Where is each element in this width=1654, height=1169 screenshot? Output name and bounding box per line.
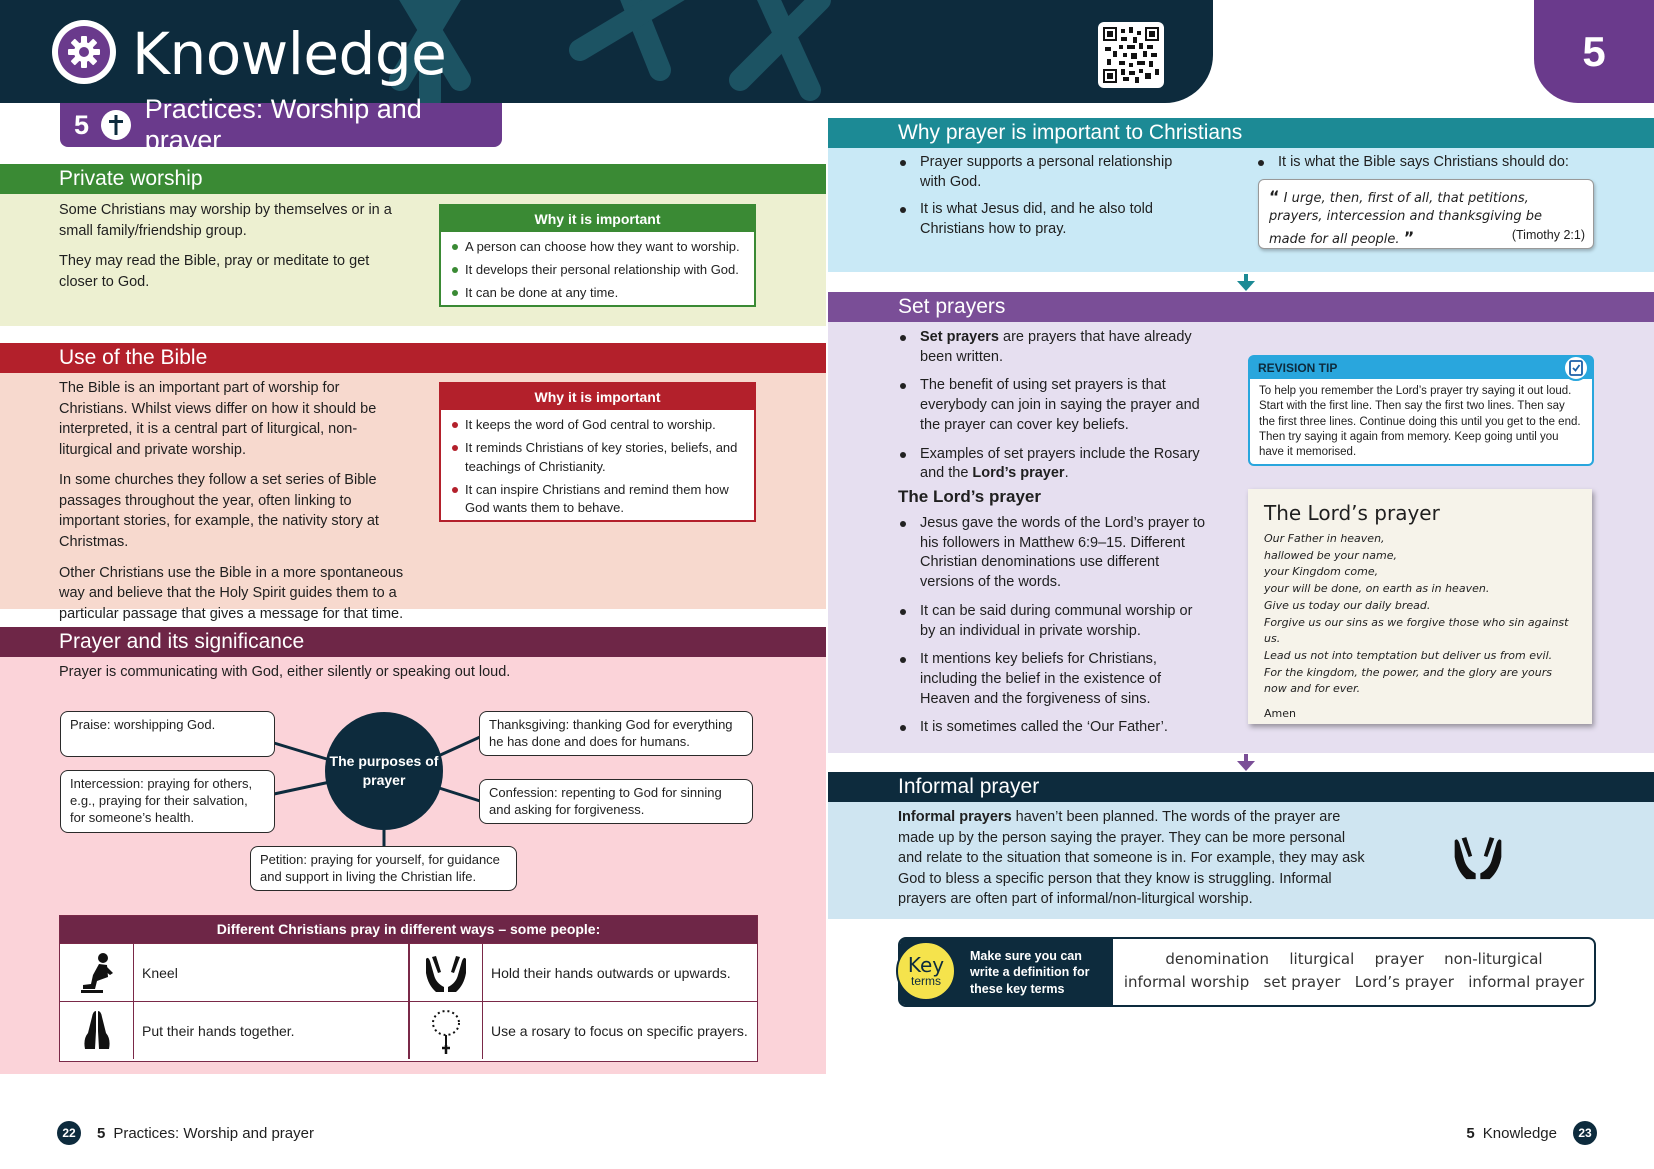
private-worship-section [0,164,826,326]
key-terms-box [898,937,1596,1007]
list-item: It is sometimes called the ‘Our Father’. [898,718,1210,738]
open-hands-icon [409,944,483,1001]
gear-icon [52,20,116,84]
section-heading: Why prayer is important to Christians [828,118,1654,148]
footer-chapter-number: 5 [97,1124,106,1142]
ways-heading: Different Christians pray in different ways – some people: [60,916,757,943]
prayer-line: Give us today our daily bread. [1264,598,1431,612]
informal-text: Informal prayers haven’t been planned. The words of the prayer are made up by the person saying the prayer. They can be more personal and relate to the situation that someone is in. For example, they may ask God to bless a specific person that they know is struggling. Informal prayers are often part of informal/non-liturgical worship. [898,809,1365,908]
quote-open-icon: “ [1269,187,1280,206]
praying-hands-icon [60,1002,134,1059]
prayer-significance-section [0,627,826,1074]
revision-tip [1248,355,1594,466]
section-heading: Use of the Bible [0,343,826,373]
key-term: set prayer [1263,972,1341,991]
purpose-thanksgiving: Thanksgiving: thanking God for everything he has done and does for humans. [479,711,753,756]
purpose-petition: Petition: praying for yourself, for guidance and support in living the Christian life. [250,846,517,891]
footer-chapter-title: Practices: Worship and prayer [113,1124,314,1142]
quote-close-icon: ” [1403,227,1415,247]
list-item: It reminds Christians of key stories, beliefs, and teachings of Christianity. [451,439,744,477]
qr-code[interactable] [1098,22,1164,88]
kneel-icon [60,944,134,1001]
list-item: It mentions key beliefs for Christians, including the belief in the existence of Heaven and the forgiveness of sins. [898,650,1210,709]
why-important-box [439,204,756,307]
why-heading: Why it is important [441,384,754,410]
paragraph: They may read the Bible, pray or meditate to get closer to God. [59,253,370,290]
table-row [60,943,757,1001]
ways-table [59,915,758,1062]
open-hands-icon [1450,832,1506,882]
why-heading: Why it is important [441,206,754,232]
key-terms-label [900,939,1113,1005]
way-text: Use a rosary to focus on specific prayers. [491,1022,748,1039]
why-prayer-section [828,118,1654,272]
prayer-line: your will be done, on earth as in heaven. [1264,582,1490,596]
cross-icon [101,110,131,140]
key-term: denomination [1165,950,1270,968]
key-term: liturgical [1289,950,1355,968]
why-important-box [439,382,756,522]
prayer-line: Our Father in heaven, [1264,532,1385,545]
arrow-down-icon [1236,274,1256,292]
use-of-bible-section [0,343,826,622]
way-text: Put their hands together. [134,1002,409,1059]
key-term: informal prayer [1468,972,1585,991]
way-text: Kneel [134,944,409,1001]
prayer-amen: Amen [1264,707,1296,721]
section-heading: Set prayers [828,292,1654,322]
key-terms-badge: Key terms [896,941,956,1001]
header-band [0,0,1213,103]
list-item: It can be done at any time. [451,284,744,303]
chapter-title: Practices: Worship and prayer [144,94,422,155]
list-item: Set prayers are prayers that have already been written. [898,328,1208,367]
list-item: It can be said during communal worship or by an individual in private worship. [898,602,1210,641]
key-term: informal worship [1123,972,1250,991]
page-number-tab: 5 [1534,0,1654,103]
paragraph: The Bible is an important part of worship for Christians. Whilst views differ on how it should be interpreted, it is a central part of liturgical, non-liturgical and private worship. [59,380,377,458]
prayer-line: hallowed be your name, [1264,548,1397,562]
list-item: It is what the Bible says Christians should do: [1256,153,1596,173]
quote-box [1258,179,1594,249]
list-item: It keeps the word of God central to worship. [451,416,744,435]
footer-chapter-number: 5 [1466,1124,1475,1142]
key-term: Lord’s prayer [1354,972,1454,991]
card-title: The Lord’s prayer [1264,501,1440,525]
chapter-label [60,94,502,155]
list-item: A person can choose how they want to worship. [451,238,744,257]
footer-left [57,1121,314,1145]
purpose-confession: Confession: repenting to God for sinning and asking for forgiveness. [479,779,753,824]
subheading: The Lord’s prayer [898,487,1041,506]
purpose-praise: Praise: worshipping God. [60,711,275,757]
footer-section-title: Knowledge [1482,1124,1557,1142]
set-prayers-section [828,292,1654,753]
list-item: Prayer supports a personal relationship with God. [898,153,1198,192]
revision-tip-text: To help you remember the Lord’s prayer try saying it out loud. Start with the first line. Then say the first two lines. Then say the first three lines. Continue doing this until you get to the end. Then try saying it again from memory. Keep going until you have it memorised. [1259,385,1581,459]
rosary-icon [409,1002,483,1059]
page-title: Knowledge [132,20,447,88]
key-terms-instruction: Make sure you can write a definition for these key terms [970,949,1090,996]
page-number: 22 [57,1121,81,1145]
list-item: It can inspire Christians and remind them how God wants them to behave. [451,481,744,519]
purpose-intercession: Intercession: praying for others, e.g., praying for their salvation, for someone’s health. [60,770,275,833]
key-term: non-liturgical [1444,950,1543,968]
prayer-line: For the kingdom, the power, and the glory are yours now and for ever. [1264,665,1552,696]
revision-tip-label: REVISION TIP [1250,357,1592,379]
prayer-line: your Kingdom come, [1264,565,1379,579]
key-terms-list [1115,948,1593,993]
intro-text: Prayer is communicating with God, either silently or speaking out loud. [59,664,511,680]
prayer-line: Lead us not into temptation but deliver us from evil. [1264,649,1553,663]
chapter-number: 5 [74,109,90,140]
section-heading: Informal prayer [828,772,1654,802]
section-heading: Prayer and its significance [0,627,826,657]
prayer-line: Forgive us our sins as we forgive those who sin against us. [1264,615,1569,646]
quote-reference: (Timothy 2:1) [1511,228,1585,242]
informal-prayer-section [828,772,1654,919]
list-item: It develops their personal relationship with God. [451,261,744,280]
page-number: 23 [1573,1121,1597,1145]
paragraph: In some churches they follow a set series of Bible passages throughout the year, often linking to important stories, for example, the nativity story at Christmas. [59,472,379,551]
arrow-down-icon [1236,754,1256,772]
footer-right [1466,1121,1597,1145]
way-text: Hold their hands outwards or upwards. [491,964,731,981]
table-row [60,1001,757,1059]
paragraph: Other Christians use the Bible in a more spontaneous way and believe that the Holy Spirit guides them to a particular passage that gives a message for that time. [59,564,404,622]
checklist-icon [1563,355,1589,381]
list-item: The benefit of using set prayers is that everybody can join in saying the prayer and the prayer can cover key beliefs. [898,376,1208,435]
key-term: prayer [1374,950,1424,968]
list-item: Examples of set prayers include the Rosary and the Lord’s prayer. [898,445,1208,484]
purposes-hub: The purposes of prayer [325,712,443,830]
lords-prayer-card [1248,489,1592,724]
list-item: It is what Jesus did, and he also told Christians how to pray. [898,200,1198,239]
section-heading: Private worship [0,164,826,194]
list-item: Jesus gave the words of the Lord’s prayer to his followers in Matthew 6:9–15. Different Christian denominations use different versions of the words. [898,514,1210,593]
paragraph: Some Christians may worship by themselves or in a small family/friendship group. [59,202,392,239]
quote-text: I urge, then, first of all, that petitions, prayers, intercession and thanksgiving be made for all people. [1269,191,1543,247]
